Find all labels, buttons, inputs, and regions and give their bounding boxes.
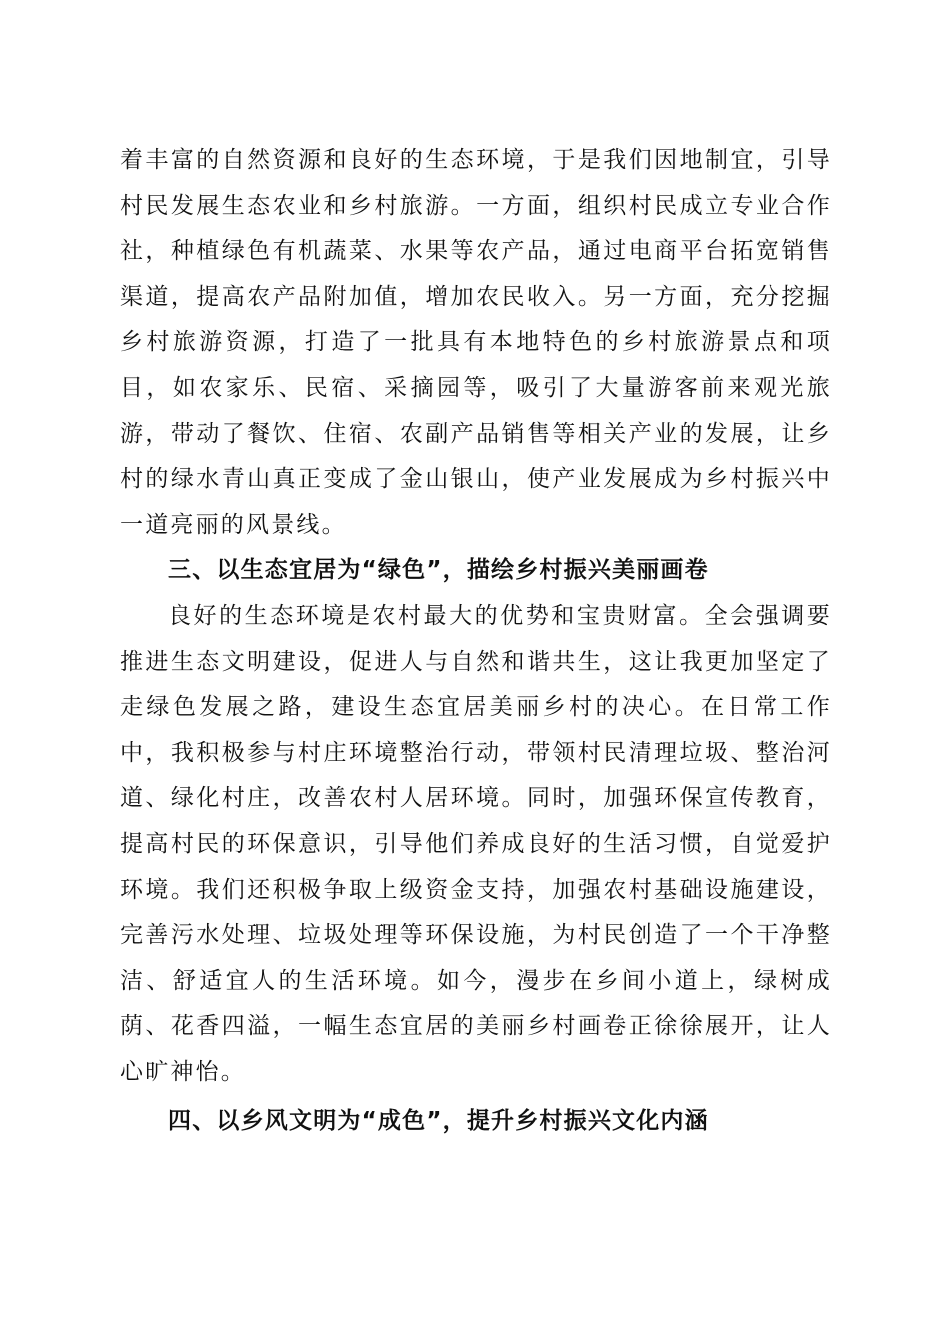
section-heading-3: 三、以生态宜居为“绿色”，描绘乡村振兴美丽画卷 — [168, 557, 709, 584]
section-heading-4: 四、以乡风文明为“成色”，提升乡村振兴文化内涵 — [168, 1108, 709, 1135]
paragraph-continuation: 着丰富的自然资源和良好的生态环境，于是我们因地制宜，引导村民发展生态农业和乡村旅游。一方面，组织村民成立专业合作社，种植绿色有机蔬菜、水果等农产品，通过电商平台拓宽销售渠道，提高农产品附加值，增加农民收入。另一方面，充分挖掘乡村旅游资源，打造了一批具有本地特色的乡村旅游景点和项目，如农家乐、民宿、采摘园等，吸引了大量游客前来观光旅游，带动了餐饮、住宿、农副产品销售等相关产业的发展，让乡村的绿水青山真正变成了金山银山，使产业发展成为乡村振兴中一道亮丽的风景线。 — [120, 147, 832, 538]
document-body — [120, 138, 832, 1145]
paragraph-section-3: 良好的生态环境是农村最大的优势和宝贵财富。全会强调要推进生态文明建设，促进人与自然和谐共生，这让我更加坚定了走绿色发展之路，建设生态宜居美丽乡村的决心。在日常工作中，我积极参与村庄环境整治行动，带领村民清理垃圾、整治河道、绿化村庄，改善农村人居环境。同时，加强环保宣传教育，提高村民的环保意识，引导他们养成良好的生活习惯，自觉爱护环境。我们还积极争取上级资金支持，加强农村基础设施建设，完善污水处理、垃圾处理等环保设施，为村民创造了一个干净整洁、舒适宜人的生活环境。如今，漫步在乡间小道上，绿树成荫、花香四溢，一幅生态宜居的美丽乡村画卷正徐徐展开，让人心旷神怡。 — [120, 602, 832, 1085]
